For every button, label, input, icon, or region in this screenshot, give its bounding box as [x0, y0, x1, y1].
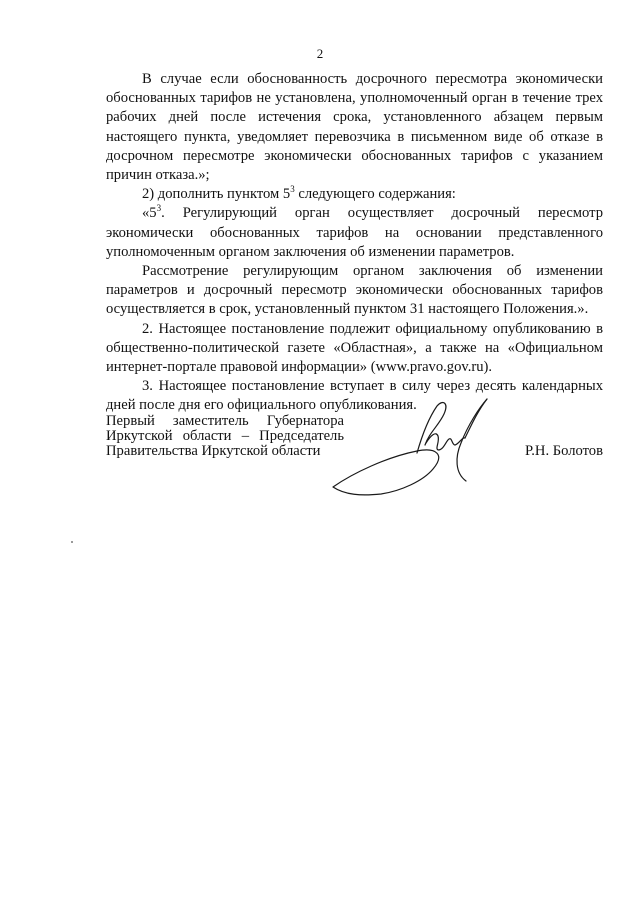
paragraph-effective-date: 3. Настоящее постановление вступает в силу через десять календарных дней после дня его официального опубликования. — [106, 378, 603, 414]
text-fragment: «5 — [142, 205, 157, 222]
paragraph-review-term: Рассмотрение регулирующим органом заключения об изменении параметров и досрочный пересмотр экономически обоснованных тарифов осуществляется в срок, установленный пунктом 31 настоящего Положения.». — [106, 263, 603, 318]
position-line: Правительства Иркутской области — [106, 443, 321, 459]
text-line: обоснованных тарифов не установлена, уполномоченный орган в течение — [106, 90, 572, 107]
text-line: трех рабочих дней после истечения срока, установленного абзацем первым — [106, 90, 603, 126]
paragraph-refusal-notice — [106, 70, 603, 185]
text-line: В случае если обоснованность досрочного пересмотра экономически — [142, 71, 603, 87]
position-line: Первый заместитель Губернатора — [106, 413, 344, 429]
position-line: Иркутской области – Председатель — [106, 428, 344, 444]
page-number: 2 — [316, 46, 324, 61]
text-fragment: . Регулирующий орган осуществляет досрочный пересмотр экономически обоснованных тарифов на основании представленного уполномоченным органом заключения об изменении параметров. — [106, 205, 603, 260]
text-fragment: следующего содержания: — [294, 186, 456, 203]
text-fragment: 2) дополнить пунктом 5 — [142, 186, 291, 203]
handwritten-signature — [325, 395, 495, 500]
margin-dot — [71, 541, 73, 543]
paragraph-add-item — [106, 185, 603, 204]
text-line: причин отказа.»; — [106, 167, 210, 184]
text-line: настоящего пункта, уведомляет перевозчика в письменном виде об отказе в — [106, 128, 603, 145]
superscript: 3 — [290, 184, 295, 195]
paragraph-publication: 2. Настоящее постановление подлежит официальному опубликованию в общественно-политической газете «Областная», а также на «Официальном интернет-портале правовой информации» (www.pravo.gov.ru). — [106, 320, 603, 376]
text-line: досрочном пересмотре экономически обоснованных тарифов с указанием — [106, 147, 603, 164]
paragraph-item-5-3 — [106, 204, 603, 262]
document-body — [106, 70, 603, 416]
signatory-position — [106, 414, 344, 459]
signatory-name: Р.Н. Болотов — [524, 443, 603, 459]
superscript: 3 — [156, 203, 162, 214]
